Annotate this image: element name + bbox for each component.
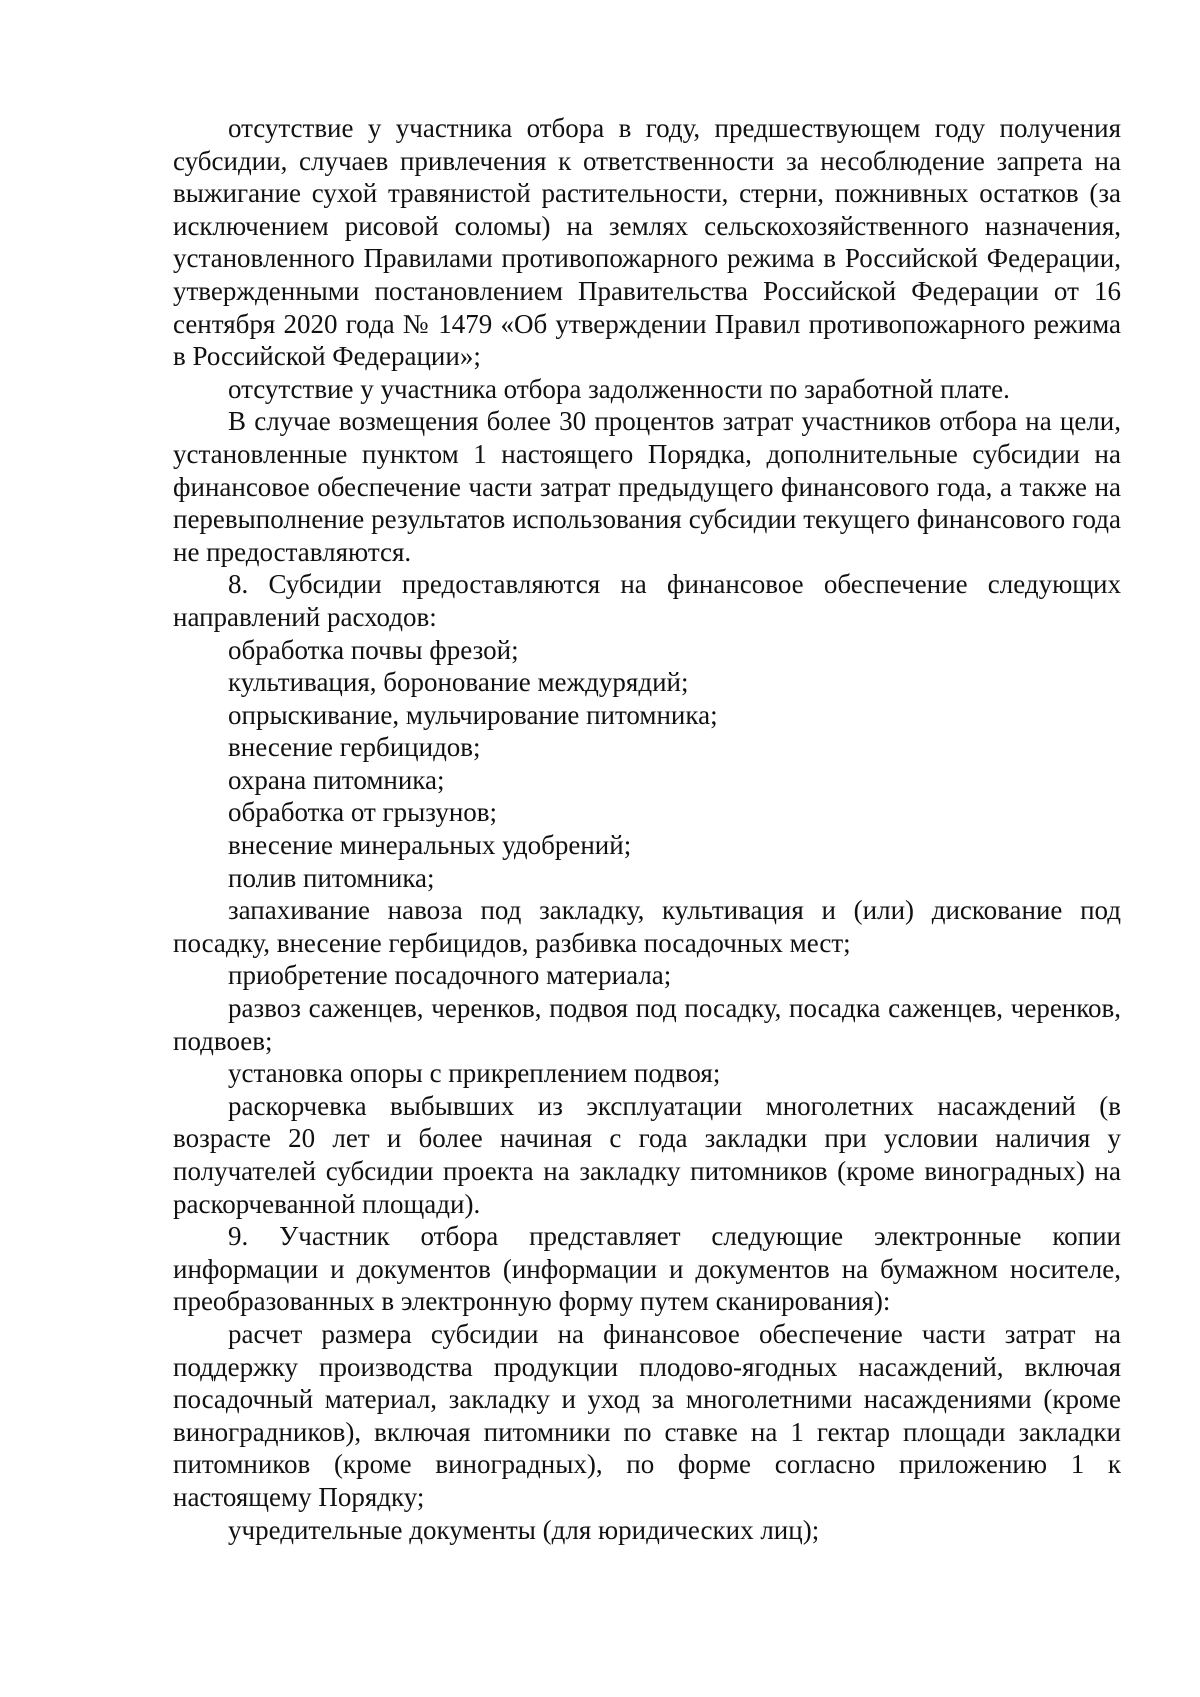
- expense-item-6: обработка от грызунов;: [228, 797, 498, 828]
- clause-8: 8. Субсидии предоставляются на финансовое обеспечение следующих направлений расходов:: [173, 569, 1121, 632]
- expense-item-4: внесение гербицидов;: [228, 732, 481, 763]
- expense-item-12: установка опоры с прикреплением подвоя;: [228, 1058, 721, 1089]
- expense-item-11: развоз саженцев, черенков, подвоя под посадку, посадка саженцев, черенков, подвоев;: [173, 993, 1121, 1056]
- expense-item-10: приобретение посадочного материала;: [228, 960, 672, 991]
- expense-item-13: раскорчевка выбывших из эксплуатации многолетних насаждений (в возрасте 20 лет и более начиная с года закладки при условии наличия у получателей субсидии проекта на закладку питомников (кроме виноградных) на раскорчеванной площади).: [173, 1090, 1121, 1219]
- expense-item-3: опрыскивание, мульчирование питомника;: [228, 699, 718, 730]
- clause-9: 9. Участник отбора представляет следующие электронные копии информации и документов (информации и документов на бумажном носителе, преобразованных в электронную форму путем сканирования):: [173, 1221, 1121, 1317]
- criterion-dry-grass-burning: отсутствие у участника отбора в году, предшествующем году получения субсидии, случаев привлечения к ответственности за несоблюдение запрета на выжигание сухой травянистой растительности, стерни, пожнивных остатков (за исключением рисовой соломы) на землях сельскохозяйственного назначения, установленного Правилами противопожарного режима в Российской Федерации, утвержденными постановлением Правительства Российской Федерации от 16 сентября 2020 года № 1479 «Об утверждении Правил противопожарного режима в Российской Федерации»;: [173, 113, 1121, 372]
- document-item-1: расчет размера субсидии на финансовое обеспечение части затрат на поддержку производства продукции плодово-ягодных насаждений, включая посадочный материал, закладку и уход за многолетними насаждениями (кроме виноградников), включая питомники по ставке на 1 гектар площади закладки питомников (кроме виноградных), по форме согласно приложению 1 к настоящему Порядку;: [173, 1318, 1121, 1512]
- expense-item-7: внесение минеральных удобрений;: [228, 830, 632, 861]
- expense-item-5: охрана питомника;: [228, 764, 445, 795]
- expense-item-1: обработка почвы фрезой;: [228, 634, 519, 665]
- document-page: [173, 112, 1121, 1546]
- expense-item-2: культивация, боронование междурядий;: [228, 667, 689, 698]
- expense-item-8: полив питомника;: [228, 862, 435, 893]
- expense-item-9: запахивание навоза под закладку, культивация и (или) дискование под посадку, внесение гербицидов, разбивка посадочных мест;: [173, 895, 1121, 958]
- criterion-no-wage-debt: отсутствие у участника отбора задолженности по заработной плате.: [228, 373, 1010, 404]
- paragraph-30-percent: В случае возмещения более 30 процентов затрат участников отбора на цели, установленные пунктом 1 настоящего Порядка, дополнительные субсидии на финансовое обеспечение части затрат предыдущего финансового года, а также на перевыполнение результатов использования субсидии текущего финансового года не предоставляются.: [173, 406, 1121, 567]
- document-item-2: учредительные документы (для юридических лиц);: [228, 1514, 820, 1545]
